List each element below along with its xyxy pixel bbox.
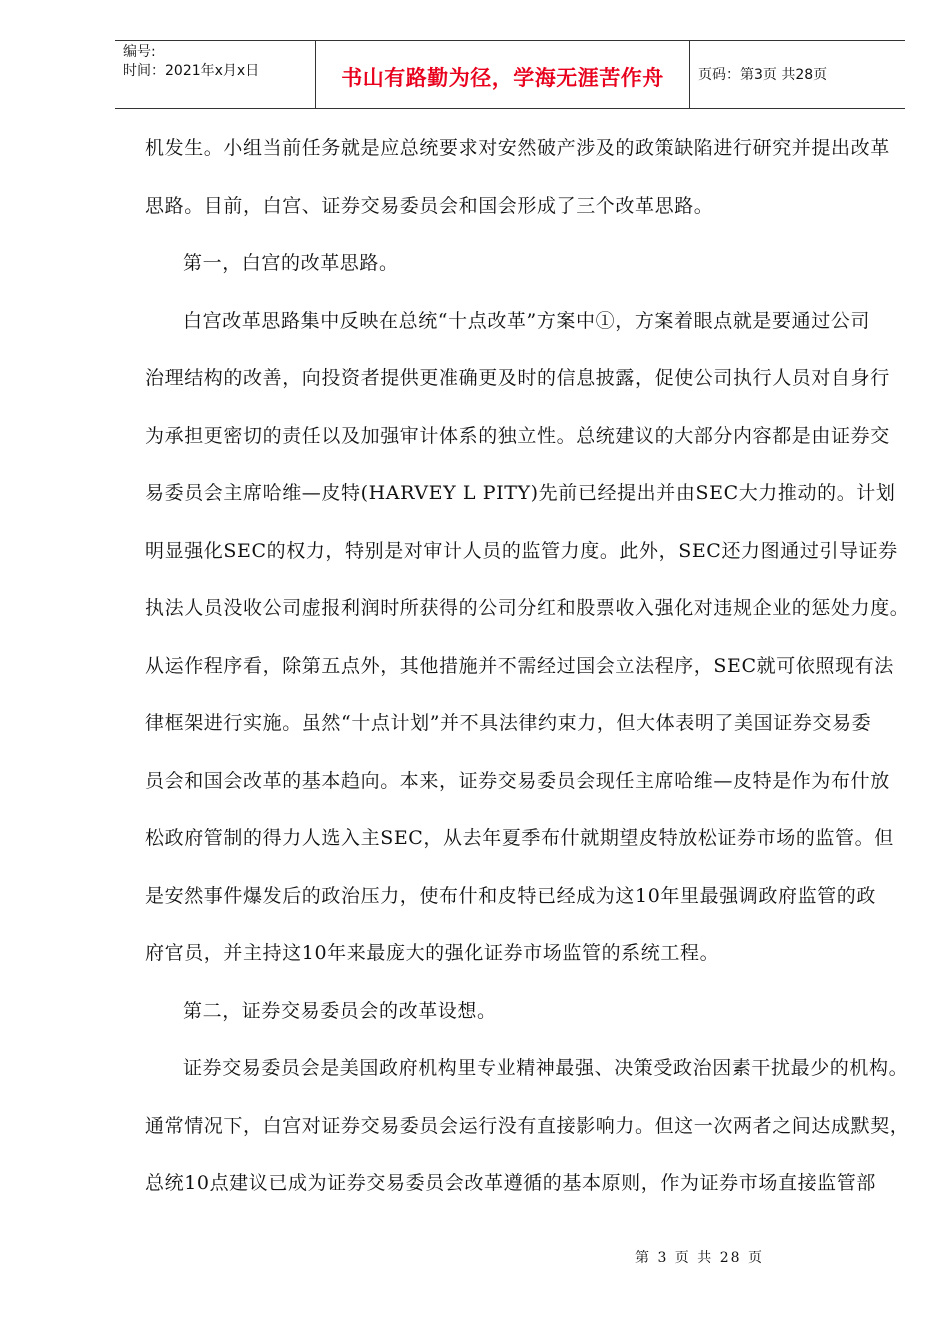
body-line: 白宫改革思路集中反映在总统“十点改革”方案中①，方案着眼点就是要通过公司 (183, 309, 871, 332)
header-page-code: 页码：第3页 共28页 (698, 67, 828, 83)
body-line: 员会和国会改革的基本趋向。本来，证券交易委员会现任主席哈维—皮特是作为布什放 (145, 769, 890, 792)
body-line: 明显强化SEC的权力，特别是对审计人员的监管力度。此外，SEC还力图通过引导证券 (145, 539, 898, 562)
body-line: 松政府管制的得力人选入主SEC，从去年夏季布什就期望皮特放松证券市场的监管。但 (145, 827, 894, 849)
body-line: 律框架进行实施。虽然“十点计划”并不具法律约束力，但大体表明了美国证券交易委 (145, 712, 872, 734)
header-motto-cell (316, 41, 690, 108)
body-line: 总统10点建议已成为证券交易委员会改革遵循的基本原则，作为证券市场直接监管部 (145, 1172, 876, 1194)
body-line: 府官员，并主持这10年来最庞大的强化证券市场监管的系统工程。 (145, 942, 720, 964)
body-line: 易委员会主席哈维—皮特(HARVEY L PITY)先前已经提出并由SEC大力推动的。计划 (145, 482, 896, 504)
body-line: 机发生。小组当前任务就是应总统要求对安然破产涉及的政策缺陷进行研究并提出改革 (145, 137, 890, 159)
body-line: 执法人员没收公司虚报利润时所获得的公司分红和股票收入强化对违规企业的惩处力度。 (145, 597, 910, 619)
document-body (145, 128, 910, 1221)
header-info-cell (115, 41, 316, 108)
body-line: 治理结构的改善，向投资者提供更准确更及时的信息披露，促使公司执行人员对自身行 (145, 367, 890, 389)
page-footer-number: 第 3 页 共 28 页 (635, 1250, 764, 1266)
document-time-label: 时间：2021年x月x日 (123, 63, 260, 79)
header-motto: 书山有路勤为径，学海无涯苦作舟 (341, 66, 664, 90)
section-heading: 第一，白宫的改革思路。 (183, 252, 399, 274)
body-line: 为承担更密切的责任以及加强审计体系的独立性。总统建议的大部分内容都是由证券交 (145, 424, 890, 447)
body-line: 是安然事件爆发后的政治压力，使布什和皮特已经成为这10年里最强调政府监管的政 (145, 884, 876, 907)
document-number-label: 编号: (123, 44, 156, 60)
section-heading: 第二，证券交易委员会的改革设想。 (183, 999, 497, 1022)
page-header (115, 40, 905, 109)
body-line: 通常情况下，白宫对证券交易委员会运行没有直接影响力。但这一次两者之间达成默契， (145, 1114, 910, 1137)
header-page-cell (690, 41, 905, 108)
body-line: 思路。目前，白宫、证券交易委员会和国会形成了三个改革思路。 (145, 194, 714, 217)
body-line: 从运作程序看，除第五点外，其他措施并不需经过国会立法程序，SEC就可依照现有法 (145, 654, 894, 677)
body-line: 证券交易委员会是美国政府机构里专业精神最强、决策受政治因素干扰最少的机构。 (183, 1057, 909, 1079)
